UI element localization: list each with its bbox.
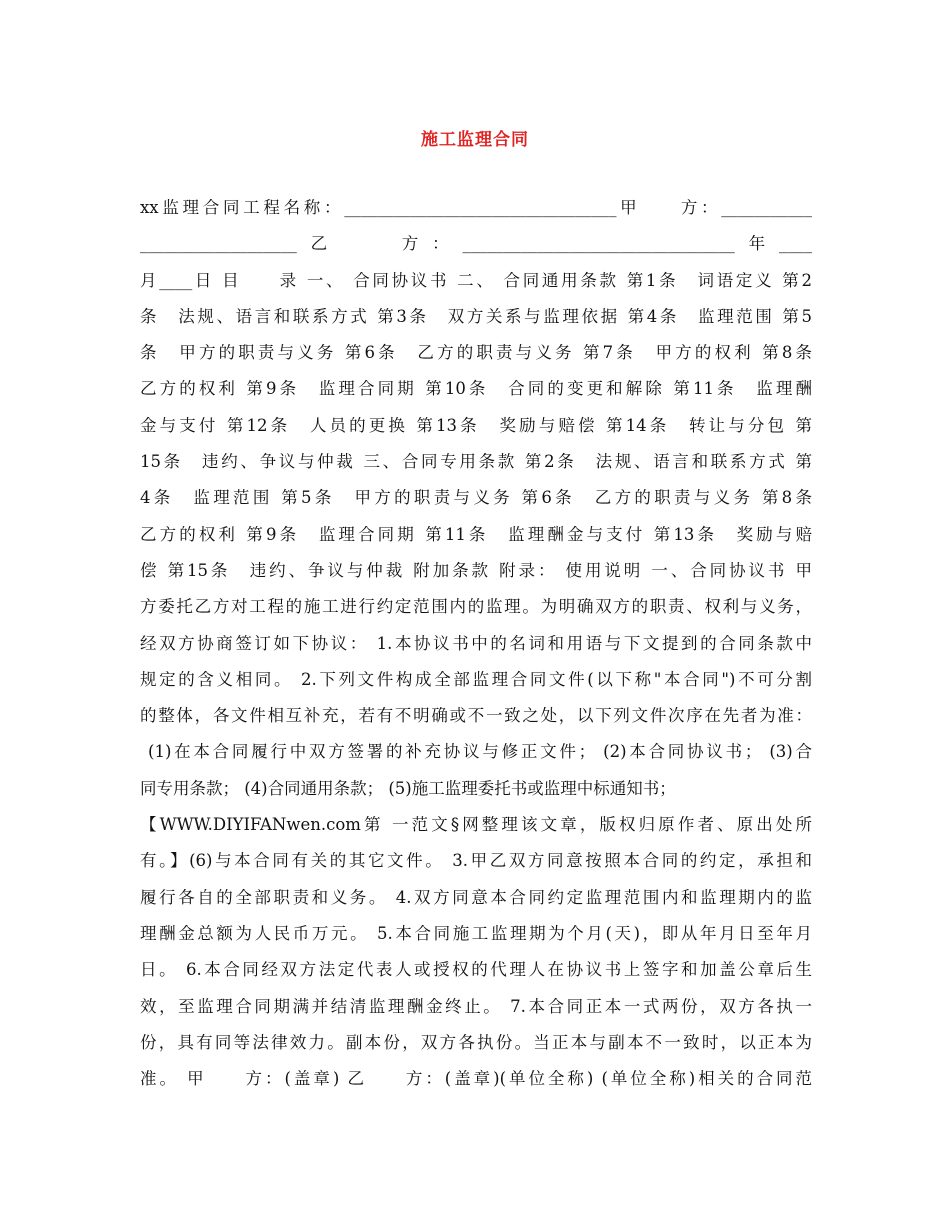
body-line: 4条 监理范围 第5条 甲方的职责与义务 第6条 乙方的职责与义务 第8条 [140,488,812,508]
body-line: 方委托乙方对工程的施工进行约定范围内的监理。为明确双方的职责、权利与义务， [140,597,812,617]
body-line: 条 甲方的职责与义务 第6条 乙方的职责与义务 第7条 甲方的权利 第8条 [140,343,812,363]
body-line: 准。 甲 方：(盖章) 乙 方：(盖章)(单位全称) (单位全称)相关的合同范 [140,1069,812,1089]
body-line: 日。 6.本合同经双方法定代表人或授权的代理人在协议书上签字和加盖公章后生 [140,960,812,980]
body-line: 效，至监理合同期满并结清监理酬金终止。 7.本合同正本一式两份，双方各执一 [140,996,812,1016]
body-line: 乙方的权利 第9条 监理合同期 第10条 合同的变更和解除 第11条 监理酬 [140,379,812,399]
body-line: 【WWW.DIYIFANwen.com第 一范文§网整理该文章，版权归原作者、原出处所 [140,815,812,835]
body-line: 乙方的权利 第9条 监理合同期 第11条 监理酬金与支付 第13条 奖励与赔 [140,524,812,544]
body-line: xx监理合同工程名称：_________________________________甲 方：___________ [140,198,812,217]
body-line: 月____日 目 录 一、 合同协议书 二、 合同通用条款 第1条 词语定义 第2 [140,270,812,290]
body-line: 15条 违约、争议与仲裁 三、合同专用条款 第2条 法规、语言和联系方式 第 [140,452,812,472]
body-line: 同专用条款； (4)合同通用条款； (5)施工监理委托书或监理中标通知书； [140,778,676,798]
body-line: (1)在本合同履行中双方签署的补充协议与修正文件； (2)本合同协议书； (3)合 [140,742,812,762]
body-line: 规定的含义相同。 2.下列文件构成全部监理合同文件(以下称"本合同")不可分割 [140,669,812,689]
body-line: 金与支付 第12条 人员的更换 第13条 奖励与赔偿 第14条 转让与分包 第 [140,415,812,435]
body-line: 偿 第15条 违约、争议与仲裁 附加条款 附录： 使用说明 一、合同协议书 甲 [140,560,812,580]
document-title: 施工监理合同 [421,130,529,150]
document-body [140,190,812,1097]
body-line: 的整体，各文件相互补充，若有不明确或不一致之处，以下列文件次序在先者为准： [140,706,812,726]
body-line: 条 法规、语言和联系方式 第3条 双方关系与监理依据 第4条 监理范围 第5 [140,306,812,326]
body-line: 经双方协商签订如下协议： 1.本协议书中的名词和用语与下文提到的合同条款中 [140,633,812,653]
body-line: 履行各自的全部职责和义务。 4.双方同意本合同约定监理范围内和监理期内的监 [140,887,812,907]
body-line: 理酬金总额为人民币万元。 5.本合同施工监理期为个月(天)，即从年月日至年月 [140,923,812,943]
body-line: 份，具有同等法律效力。副本份，双方各执份。当正本与副本不一致时，以正本为 [140,1032,812,1052]
body-line: ___________________乙 方：_________________________________年____ [140,234,812,254]
body-line: 有。】(6)与本合同有关的其它文件。 3.甲乙双方同意按照本合同的约定，承担和 [140,851,812,871]
